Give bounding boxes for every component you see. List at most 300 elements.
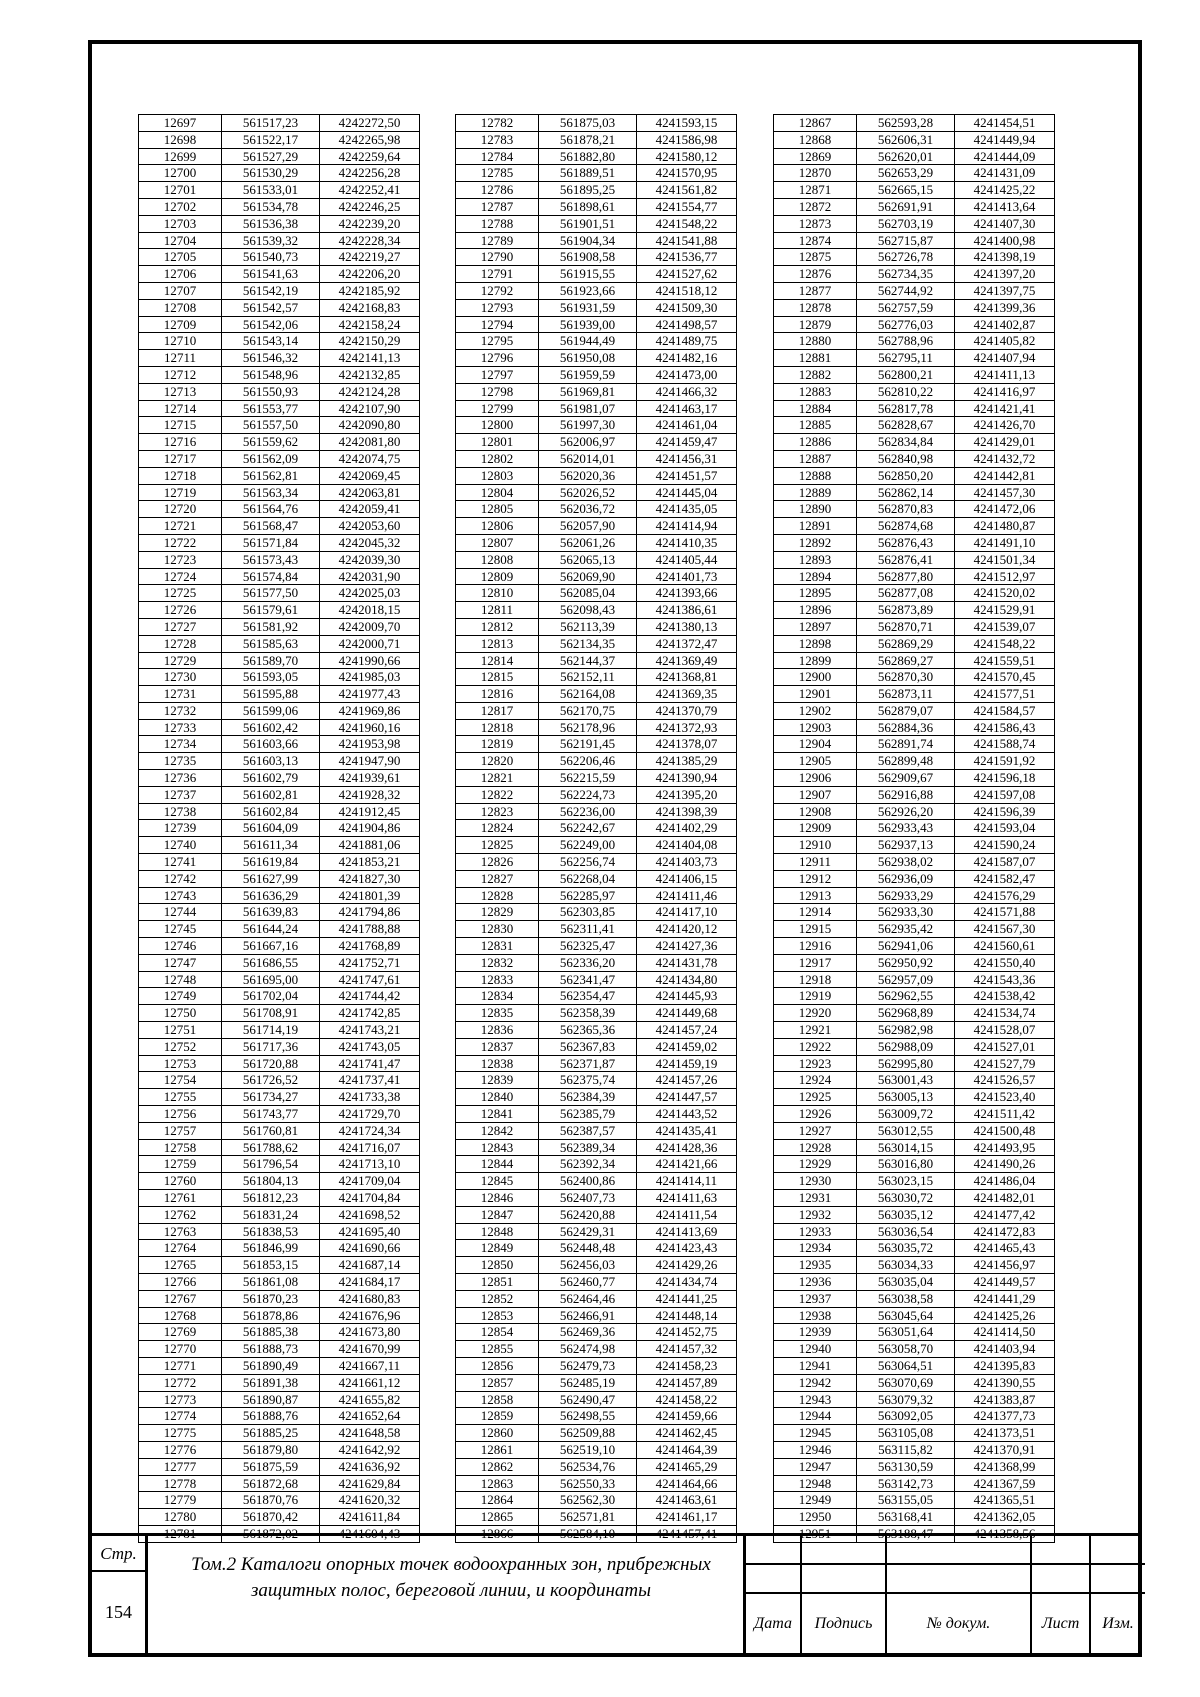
grid-cell xyxy=(1091,1536,1145,1565)
point-number: 12928 xyxy=(774,1139,857,1156)
point-number: 12703 xyxy=(139,215,222,232)
point-number: 12768 xyxy=(139,1307,222,1324)
point-number: 12706 xyxy=(139,266,222,283)
y-coordinate: 4241536,77 xyxy=(637,249,737,266)
x-coordinate: 562134,35 xyxy=(539,635,637,652)
point-number: 12931 xyxy=(774,1190,857,1207)
x-coordinate: 562026,52 xyxy=(539,484,637,501)
x-coordinate: 562726,78 xyxy=(857,249,955,266)
x-coordinate: 561530,29 xyxy=(222,165,320,182)
x-coordinate: 563105,08 xyxy=(857,1425,955,1442)
point-number: 12716 xyxy=(139,434,222,451)
y-coordinate: 4241369,35 xyxy=(637,686,737,703)
x-coordinate: 561542,19 xyxy=(222,282,320,299)
y-coordinate: 4241969,86 xyxy=(320,702,420,719)
x-coordinate: 561788,62 xyxy=(222,1139,320,1156)
y-coordinate: 4241426,70 xyxy=(955,417,1055,434)
y-coordinate: 4241400,98 xyxy=(955,232,1055,249)
y-coordinate: 4241414,94 xyxy=(637,518,737,535)
point-number: 12726 xyxy=(139,602,222,619)
y-coordinate: 4241420,12 xyxy=(637,921,737,938)
x-coordinate: 562065,13 xyxy=(539,551,637,568)
table-row xyxy=(139,148,420,165)
point-number: 12697 xyxy=(139,115,222,132)
table-row xyxy=(456,921,737,938)
title-block xyxy=(92,1533,1138,1653)
table-row xyxy=(139,1072,420,1089)
x-coordinate: 562926,20 xyxy=(857,803,955,820)
table-row xyxy=(456,837,737,854)
point-number: 12791 xyxy=(456,266,539,283)
x-coordinate: 563070,69 xyxy=(857,1374,955,1391)
y-coordinate: 4241534,74 xyxy=(955,1005,1055,1022)
point-number: 12776 xyxy=(139,1441,222,1458)
table-row xyxy=(139,1156,420,1173)
point-number: 12888 xyxy=(774,467,857,484)
table-row xyxy=(456,484,737,501)
x-coordinate: 563030,72 xyxy=(857,1190,955,1207)
x-coordinate: 561879,80 xyxy=(222,1441,320,1458)
table-row xyxy=(774,820,1055,837)
table-row xyxy=(774,1290,1055,1307)
point-number: 12941 xyxy=(774,1357,857,1374)
point-number: 12892 xyxy=(774,534,857,551)
table-row xyxy=(139,534,420,551)
point-number: 12822 xyxy=(456,786,539,803)
table-row xyxy=(139,282,420,299)
grid-cell xyxy=(887,1565,1032,1594)
point-number: 12832 xyxy=(456,954,539,971)
point-number: 12942 xyxy=(774,1374,857,1391)
x-coordinate: 562358,39 xyxy=(539,1005,637,1022)
table-row xyxy=(456,1509,737,1526)
y-coordinate: 4242150,29 xyxy=(320,333,420,350)
table-row xyxy=(456,518,737,535)
table-row xyxy=(139,1206,420,1223)
table-row xyxy=(139,1290,420,1307)
table-row xyxy=(774,1240,1055,1257)
x-coordinate: 561714,19 xyxy=(222,1022,320,1039)
point-number: 12838 xyxy=(456,1055,539,1072)
x-coordinate: 561878,21 xyxy=(539,131,637,148)
x-coordinate: 561726,52 xyxy=(222,1072,320,1089)
x-coordinate: 562550,33 xyxy=(539,1475,637,1492)
x-coordinate: 562606,31 xyxy=(857,131,955,148)
table-row xyxy=(774,1190,1055,1207)
table-row xyxy=(456,618,737,635)
x-coordinate: 561533,01 xyxy=(222,182,320,199)
table-row xyxy=(456,719,737,736)
table-row xyxy=(774,1122,1055,1139)
x-coordinate: 562336,20 xyxy=(539,954,637,971)
point-number: 12856 xyxy=(456,1357,539,1374)
point-number: 12729 xyxy=(139,652,222,669)
table-row xyxy=(774,870,1055,887)
point-number: 12789 xyxy=(456,232,539,249)
point-number: 12843 xyxy=(456,1139,539,1156)
x-coordinate: 562879,07 xyxy=(857,702,955,719)
table-row xyxy=(774,333,1055,350)
y-coordinate: 4241435,41 xyxy=(637,1122,737,1139)
x-coordinate: 561559,62 xyxy=(222,434,320,451)
table-row xyxy=(456,198,737,215)
y-coordinate: 4241591,92 xyxy=(955,753,1055,770)
table-row xyxy=(456,1341,737,1358)
x-coordinate: 561557,50 xyxy=(222,417,320,434)
point-number: 12807 xyxy=(456,534,539,551)
table-row xyxy=(774,518,1055,535)
x-coordinate: 561599,06 xyxy=(222,702,320,719)
table-row xyxy=(139,1139,420,1156)
x-coordinate: 562935,42 xyxy=(857,921,955,938)
table-row xyxy=(774,971,1055,988)
x-coordinate: 561541,63 xyxy=(222,266,320,283)
y-coordinate: 4241593,04 xyxy=(955,820,1055,837)
table-row xyxy=(139,770,420,787)
point-number: 12699 xyxy=(139,148,222,165)
table-row xyxy=(456,870,737,887)
table-row xyxy=(456,266,737,283)
point-number: 12779 xyxy=(139,1492,222,1509)
point-number: 12866 xyxy=(456,1525,539,1542)
point-number: 12916 xyxy=(774,938,857,955)
x-coordinate: 561870,42 xyxy=(222,1509,320,1526)
point-number: 12849 xyxy=(456,1240,539,1257)
x-coordinate: 561890,87 xyxy=(222,1391,320,1408)
point-number: 12874 xyxy=(774,232,857,249)
table-row xyxy=(456,400,737,417)
point-number: 12877 xyxy=(774,282,857,299)
y-coordinate: 4241912,45 xyxy=(320,803,420,820)
table-row xyxy=(456,1106,737,1123)
x-coordinate: 561931,59 xyxy=(539,299,637,316)
y-coordinate: 4241395,20 xyxy=(637,786,737,803)
point-number: 12798 xyxy=(456,383,539,400)
table-row xyxy=(139,736,420,753)
x-coordinate: 561870,76 xyxy=(222,1492,320,1509)
table-row xyxy=(456,954,737,971)
table-row xyxy=(456,1324,737,1341)
point-number: 12937 xyxy=(774,1290,857,1307)
x-coordinate: 562057,90 xyxy=(539,518,637,535)
point-number: 12837 xyxy=(456,1038,539,1055)
y-coordinate: 4241801,39 xyxy=(320,887,420,904)
x-coordinate: 561563,34 xyxy=(222,484,320,501)
y-coordinate: 4241464,39 xyxy=(637,1441,737,1458)
x-coordinate: 563051,64 xyxy=(857,1324,955,1341)
y-coordinate: 4241444,09 xyxy=(955,148,1055,165)
y-coordinate: 4241550,40 xyxy=(955,954,1055,971)
point-number: 12840 xyxy=(456,1089,539,1106)
y-coordinate: 4241459,47 xyxy=(637,434,737,451)
table-row xyxy=(139,350,420,367)
y-coordinate: 4241518,12 xyxy=(637,282,737,299)
point-number: 12821 xyxy=(456,770,539,787)
point-number: 12784 xyxy=(456,148,539,165)
table-row xyxy=(774,232,1055,249)
x-coordinate: 561760,81 xyxy=(222,1122,320,1139)
table-row xyxy=(774,1055,1055,1072)
point-number: 12818 xyxy=(456,719,539,736)
y-coordinate: 4241695,40 xyxy=(320,1223,420,1240)
point-number: 12894 xyxy=(774,568,857,585)
point-number: 12852 xyxy=(456,1290,539,1307)
y-coordinate: 4241729,70 xyxy=(320,1106,420,1123)
x-coordinate: 561895,25 xyxy=(539,182,637,199)
x-coordinate: 562085,04 xyxy=(539,585,637,602)
table-row xyxy=(774,383,1055,400)
point-number: 12805 xyxy=(456,501,539,518)
table-row xyxy=(139,366,420,383)
point-number: 12905 xyxy=(774,753,857,770)
x-coordinate: 562869,29 xyxy=(857,635,955,652)
x-coordinate: 562268,04 xyxy=(539,870,637,887)
point-number: 12725 xyxy=(139,585,222,602)
y-coordinate: 4241741,47 xyxy=(320,1055,420,1072)
table-row xyxy=(139,1391,420,1408)
y-coordinate: 4241369,49 xyxy=(637,652,737,669)
x-coordinate: 561885,38 xyxy=(222,1324,320,1341)
point-number: 12813 xyxy=(456,635,539,652)
table-row xyxy=(774,282,1055,299)
point-number: 12936 xyxy=(774,1273,857,1290)
y-coordinate: 4241383,87 xyxy=(955,1391,1055,1408)
table-row xyxy=(774,366,1055,383)
grid-cell xyxy=(1032,1565,1091,1594)
y-coordinate: 4241368,99 xyxy=(955,1458,1055,1475)
point-number: 12740 xyxy=(139,837,222,854)
point-number: 12802 xyxy=(456,450,539,467)
point-number: 12854 xyxy=(456,1324,539,1341)
x-coordinate: 562485,19 xyxy=(539,1374,637,1391)
table-row xyxy=(774,266,1055,283)
x-coordinate: 563035,12 xyxy=(857,1206,955,1223)
y-coordinate: 4241636,92 xyxy=(320,1458,420,1475)
x-coordinate: 561577,50 xyxy=(222,585,320,602)
x-coordinate: 562950,92 xyxy=(857,954,955,971)
x-coordinate: 562448,48 xyxy=(539,1240,637,1257)
point-number: 12705 xyxy=(139,249,222,266)
y-coordinate: 4241445,04 xyxy=(637,484,737,501)
y-coordinate: 4241743,05 xyxy=(320,1038,420,1055)
x-coordinate: 562938,02 xyxy=(857,854,955,871)
x-coordinate: 562206,46 xyxy=(539,753,637,770)
table-row xyxy=(456,988,737,1005)
x-coordinate: 563016,80 xyxy=(857,1156,955,1173)
y-coordinate: 4242069,45 xyxy=(320,467,420,484)
x-coordinate: 562850,20 xyxy=(857,467,955,484)
y-coordinate: 4241523,40 xyxy=(955,1089,1055,1106)
y-coordinate: 4241480,87 xyxy=(955,518,1055,535)
point-number: 12867 xyxy=(774,115,857,132)
y-coordinate: 4241648,58 xyxy=(320,1425,420,1442)
table-row xyxy=(774,215,1055,232)
x-coordinate: 561589,70 xyxy=(222,652,320,669)
point-number: 12950 xyxy=(774,1509,857,1526)
point-number: 12825 xyxy=(456,837,539,854)
table-row xyxy=(456,282,737,299)
point-number: 12829 xyxy=(456,904,539,921)
y-coordinate: 4241985,03 xyxy=(320,669,420,686)
point-number: 12919 xyxy=(774,988,857,1005)
point-number: 12717 xyxy=(139,450,222,467)
table-row xyxy=(774,568,1055,585)
point-number: 12911 xyxy=(774,854,857,871)
x-coordinate: 562466,91 xyxy=(539,1307,637,1324)
point-number: 12846 xyxy=(456,1190,539,1207)
x-coordinate: 561517,23 xyxy=(222,115,320,132)
x-coordinate: 562242,67 xyxy=(539,820,637,837)
y-coordinate: 4241365,51 xyxy=(955,1492,1055,1509)
table-row xyxy=(774,1324,1055,1341)
table-row xyxy=(774,1072,1055,1089)
x-coordinate: 561579,61 xyxy=(222,602,320,619)
x-coordinate: 562113,39 xyxy=(539,618,637,635)
x-coordinate: 562876,43 xyxy=(857,534,955,551)
table-row xyxy=(774,753,1055,770)
y-coordinate: 4241457,41 xyxy=(637,1525,737,1542)
y-coordinate: 4241358,56 xyxy=(955,1525,1055,1542)
point-number: 12759 xyxy=(139,1156,222,1173)
point-number: 12764 xyxy=(139,1240,222,1257)
x-coordinate: 561702,04 xyxy=(222,988,320,1005)
point-number: 12886 xyxy=(774,434,857,451)
y-coordinate: 4241527,01 xyxy=(955,1038,1055,1055)
y-coordinate: 4241511,42 xyxy=(955,1106,1055,1123)
y-coordinate: 4241390,94 xyxy=(637,770,737,787)
x-coordinate: 562469,36 xyxy=(539,1324,637,1341)
point-number: 12819 xyxy=(456,736,539,753)
x-coordinate: 562982,98 xyxy=(857,1022,955,1039)
y-coordinate: 4241398,19 xyxy=(955,249,1055,266)
point-number: 12777 xyxy=(139,1458,222,1475)
point-number: 12800 xyxy=(456,417,539,434)
point-number: 12781 xyxy=(139,1525,222,1542)
y-coordinate: 4241405,44 xyxy=(637,551,737,568)
table-row xyxy=(456,635,737,652)
table-row xyxy=(139,333,420,350)
y-coordinate: 4242256,28 xyxy=(320,165,420,182)
x-coordinate: 563034,33 xyxy=(857,1257,955,1274)
y-coordinate: 4241526,57 xyxy=(955,1072,1055,1089)
point-number: 12754 xyxy=(139,1072,222,1089)
point-number: 12882 xyxy=(774,366,857,383)
x-coordinate: 562957,09 xyxy=(857,971,955,988)
x-coordinate: 562429,31 xyxy=(539,1223,637,1240)
x-coordinate: 562365,36 xyxy=(539,1022,637,1039)
x-coordinate: 561627,99 xyxy=(222,870,320,887)
y-coordinate: 4241373,51 xyxy=(955,1425,1055,1442)
point-number: 12935 xyxy=(774,1257,857,1274)
table-row xyxy=(139,249,420,266)
y-coordinate: 4241402,87 xyxy=(955,316,1055,333)
y-coordinate: 4241655,82 xyxy=(320,1391,420,1408)
y-coordinate: 4241733,38 xyxy=(320,1089,420,1106)
x-coordinate: 561717,36 xyxy=(222,1038,320,1055)
y-coordinate: 4241501,34 xyxy=(955,551,1055,568)
table-row xyxy=(456,971,737,988)
x-coordinate: 561888,76 xyxy=(222,1408,320,1425)
point-number: 12901 xyxy=(774,686,857,703)
grid-cell xyxy=(746,1536,802,1565)
table-row xyxy=(456,736,737,753)
x-coordinate: 561939,00 xyxy=(539,316,637,333)
y-coordinate: 4241403,94 xyxy=(955,1341,1055,1358)
y-coordinate: 4241473,00 xyxy=(637,366,737,383)
x-coordinate: 561568,47 xyxy=(222,518,320,535)
y-coordinate: 4241397,20 xyxy=(955,266,1055,283)
x-coordinate: 561543,14 xyxy=(222,333,320,350)
point-number: 12799 xyxy=(456,400,539,417)
x-coordinate: 561904,34 xyxy=(539,232,637,249)
table-row xyxy=(774,1509,1055,1526)
x-coordinate: 562061,26 xyxy=(539,534,637,551)
point-number: 12762 xyxy=(139,1206,222,1223)
table-row xyxy=(774,602,1055,619)
point-number: 12795 xyxy=(456,333,539,350)
point-number: 12924 xyxy=(774,1072,857,1089)
y-coordinate: 4241457,26 xyxy=(637,1072,737,1089)
y-coordinate: 4241559,51 xyxy=(955,652,1055,669)
y-coordinate: 4242259,64 xyxy=(320,148,420,165)
point-number: 12883 xyxy=(774,383,857,400)
point-number: 12769 xyxy=(139,1324,222,1341)
x-coordinate: 561686,55 xyxy=(222,954,320,971)
point-number: 12833 xyxy=(456,971,539,988)
point-number: 12793 xyxy=(456,299,539,316)
point-number: 12842 xyxy=(456,1122,539,1139)
table-row xyxy=(139,1055,420,1072)
table-row xyxy=(139,551,420,568)
y-coordinate: 4241441,29 xyxy=(955,1290,1055,1307)
x-coordinate: 562392,34 xyxy=(539,1156,637,1173)
point-number: 12944 xyxy=(774,1408,857,1425)
table-row xyxy=(139,400,420,417)
x-coordinate: 562584,10 xyxy=(539,1525,637,1542)
table-row xyxy=(456,820,737,837)
table-row xyxy=(139,702,420,719)
point-number: 12895 xyxy=(774,585,857,602)
x-coordinate: 562933,43 xyxy=(857,820,955,837)
y-coordinate: 4241397,75 xyxy=(955,282,1055,299)
table-row xyxy=(774,904,1055,921)
x-coordinate: 561603,13 xyxy=(222,753,320,770)
y-coordinate: 4241393,66 xyxy=(637,585,737,602)
table-row xyxy=(774,1156,1055,1173)
y-coordinate: 4241443,52 xyxy=(637,1106,737,1123)
x-coordinate: 563155,05 xyxy=(857,1492,955,1509)
table-row xyxy=(774,1374,1055,1391)
table-row xyxy=(774,1089,1055,1106)
table-row xyxy=(774,719,1055,736)
point-number: 12951 xyxy=(774,1525,857,1542)
x-coordinate: 561542,57 xyxy=(222,299,320,316)
x-coordinate: 561812,23 xyxy=(222,1190,320,1207)
table-row xyxy=(456,1441,737,1458)
x-coordinate: 562215,59 xyxy=(539,770,637,787)
table-row xyxy=(774,551,1055,568)
y-coordinate: 4241416,97 xyxy=(955,383,1055,400)
point-number: 12739 xyxy=(139,820,222,837)
point-number: 12749 xyxy=(139,988,222,1005)
y-coordinate: 4241459,19 xyxy=(637,1055,737,1072)
point-number: 12758 xyxy=(139,1139,222,1156)
x-coordinate: 561695,00 xyxy=(222,971,320,988)
y-coordinate: 4241372,93 xyxy=(637,719,737,736)
table-row xyxy=(456,686,737,703)
x-coordinate: 562460,77 xyxy=(539,1273,637,1290)
table-row xyxy=(456,1038,737,1055)
